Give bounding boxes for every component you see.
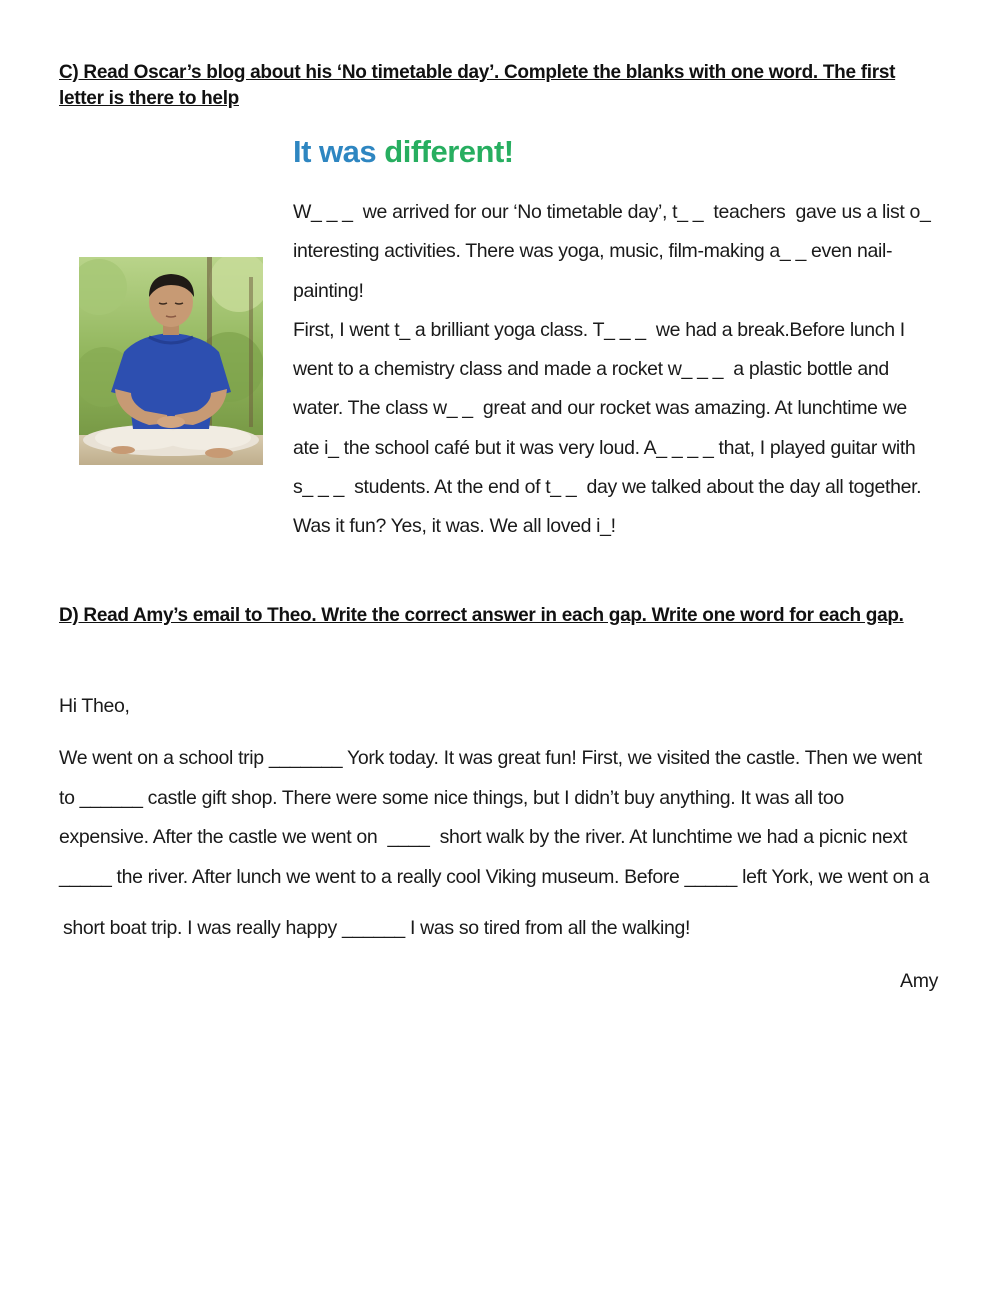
blog-line: water. The class w_ _ great and our rocket was amazing. At lunchtime we — [293, 397, 907, 420]
email-line: short boat trip. I was really happy ______ I was so tired from all the walking! — [63, 917, 691, 939]
blog-title-part-1: It was — [293, 134, 385, 169]
section-c-heading: C) Read Oscar’s blog about his ‘No timetable day’. Complete the blanks with one word. The first letter is there to help — [59, 62, 896, 109]
blog-line: painting! — [293, 279, 364, 302]
blog-line: ate i_ the school café but it was very loud. A_ _ _ _ that, I played guitar with — [293, 436, 916, 459]
blog-title-part-2: different! — [384, 134, 514, 169]
email-line: to ______ castle gift shop. There were some nice things, but I didn’t buy anything. It was all too — [59, 787, 844, 809]
blog-line: First, I went t_ a brilliant yoga class. T_ _ _ we had a break.Before lunch I — [293, 318, 905, 341]
blog-line: went to a chemistry class and made a rocket w_ _ _ a plastic bottle and — [293, 358, 889, 381]
blog-body — [293, 193, 943, 547]
email-greeting: Hi Theo, — [59, 695, 130, 717]
email-line: _____ the river. After lunch we went to a really cool Viking museum. Before _____ left York, we went on a — [59, 866, 930, 888]
email-signoff: Amy — [900, 970, 938, 992]
email-line: expensive. After the castle we went on ____ short walk by the river. At lunchtime we had a picnic next — [59, 826, 908, 848]
blog-line: Was it fun? Yes, it was. We all loved i_! — [293, 515, 616, 538]
blog-line: interesting activities. There was yoga, music, film-making a_ _ even nail- — [293, 240, 893, 263]
section-d-heading: D) Read Amy’s email to Theo. Write the correct answer in each gap. Write one word for each gap. — [59, 605, 904, 626]
blog-line: s_ _ _ students. At the end of t_ _ day we talked about the day all together. — [293, 476, 922, 499]
boy-meditating-photo — [79, 257, 263, 465]
email-line: We went on a school trip _______ York today. It was great fun! First, we visited the castle. Then we went — [59, 747, 922, 769]
blog-line: W_ _ _ we arrived for our ‘No timetable day’, t_ _ teachers gave us a list o_ — [293, 201, 931, 223]
blog-title — [293, 134, 514, 170]
